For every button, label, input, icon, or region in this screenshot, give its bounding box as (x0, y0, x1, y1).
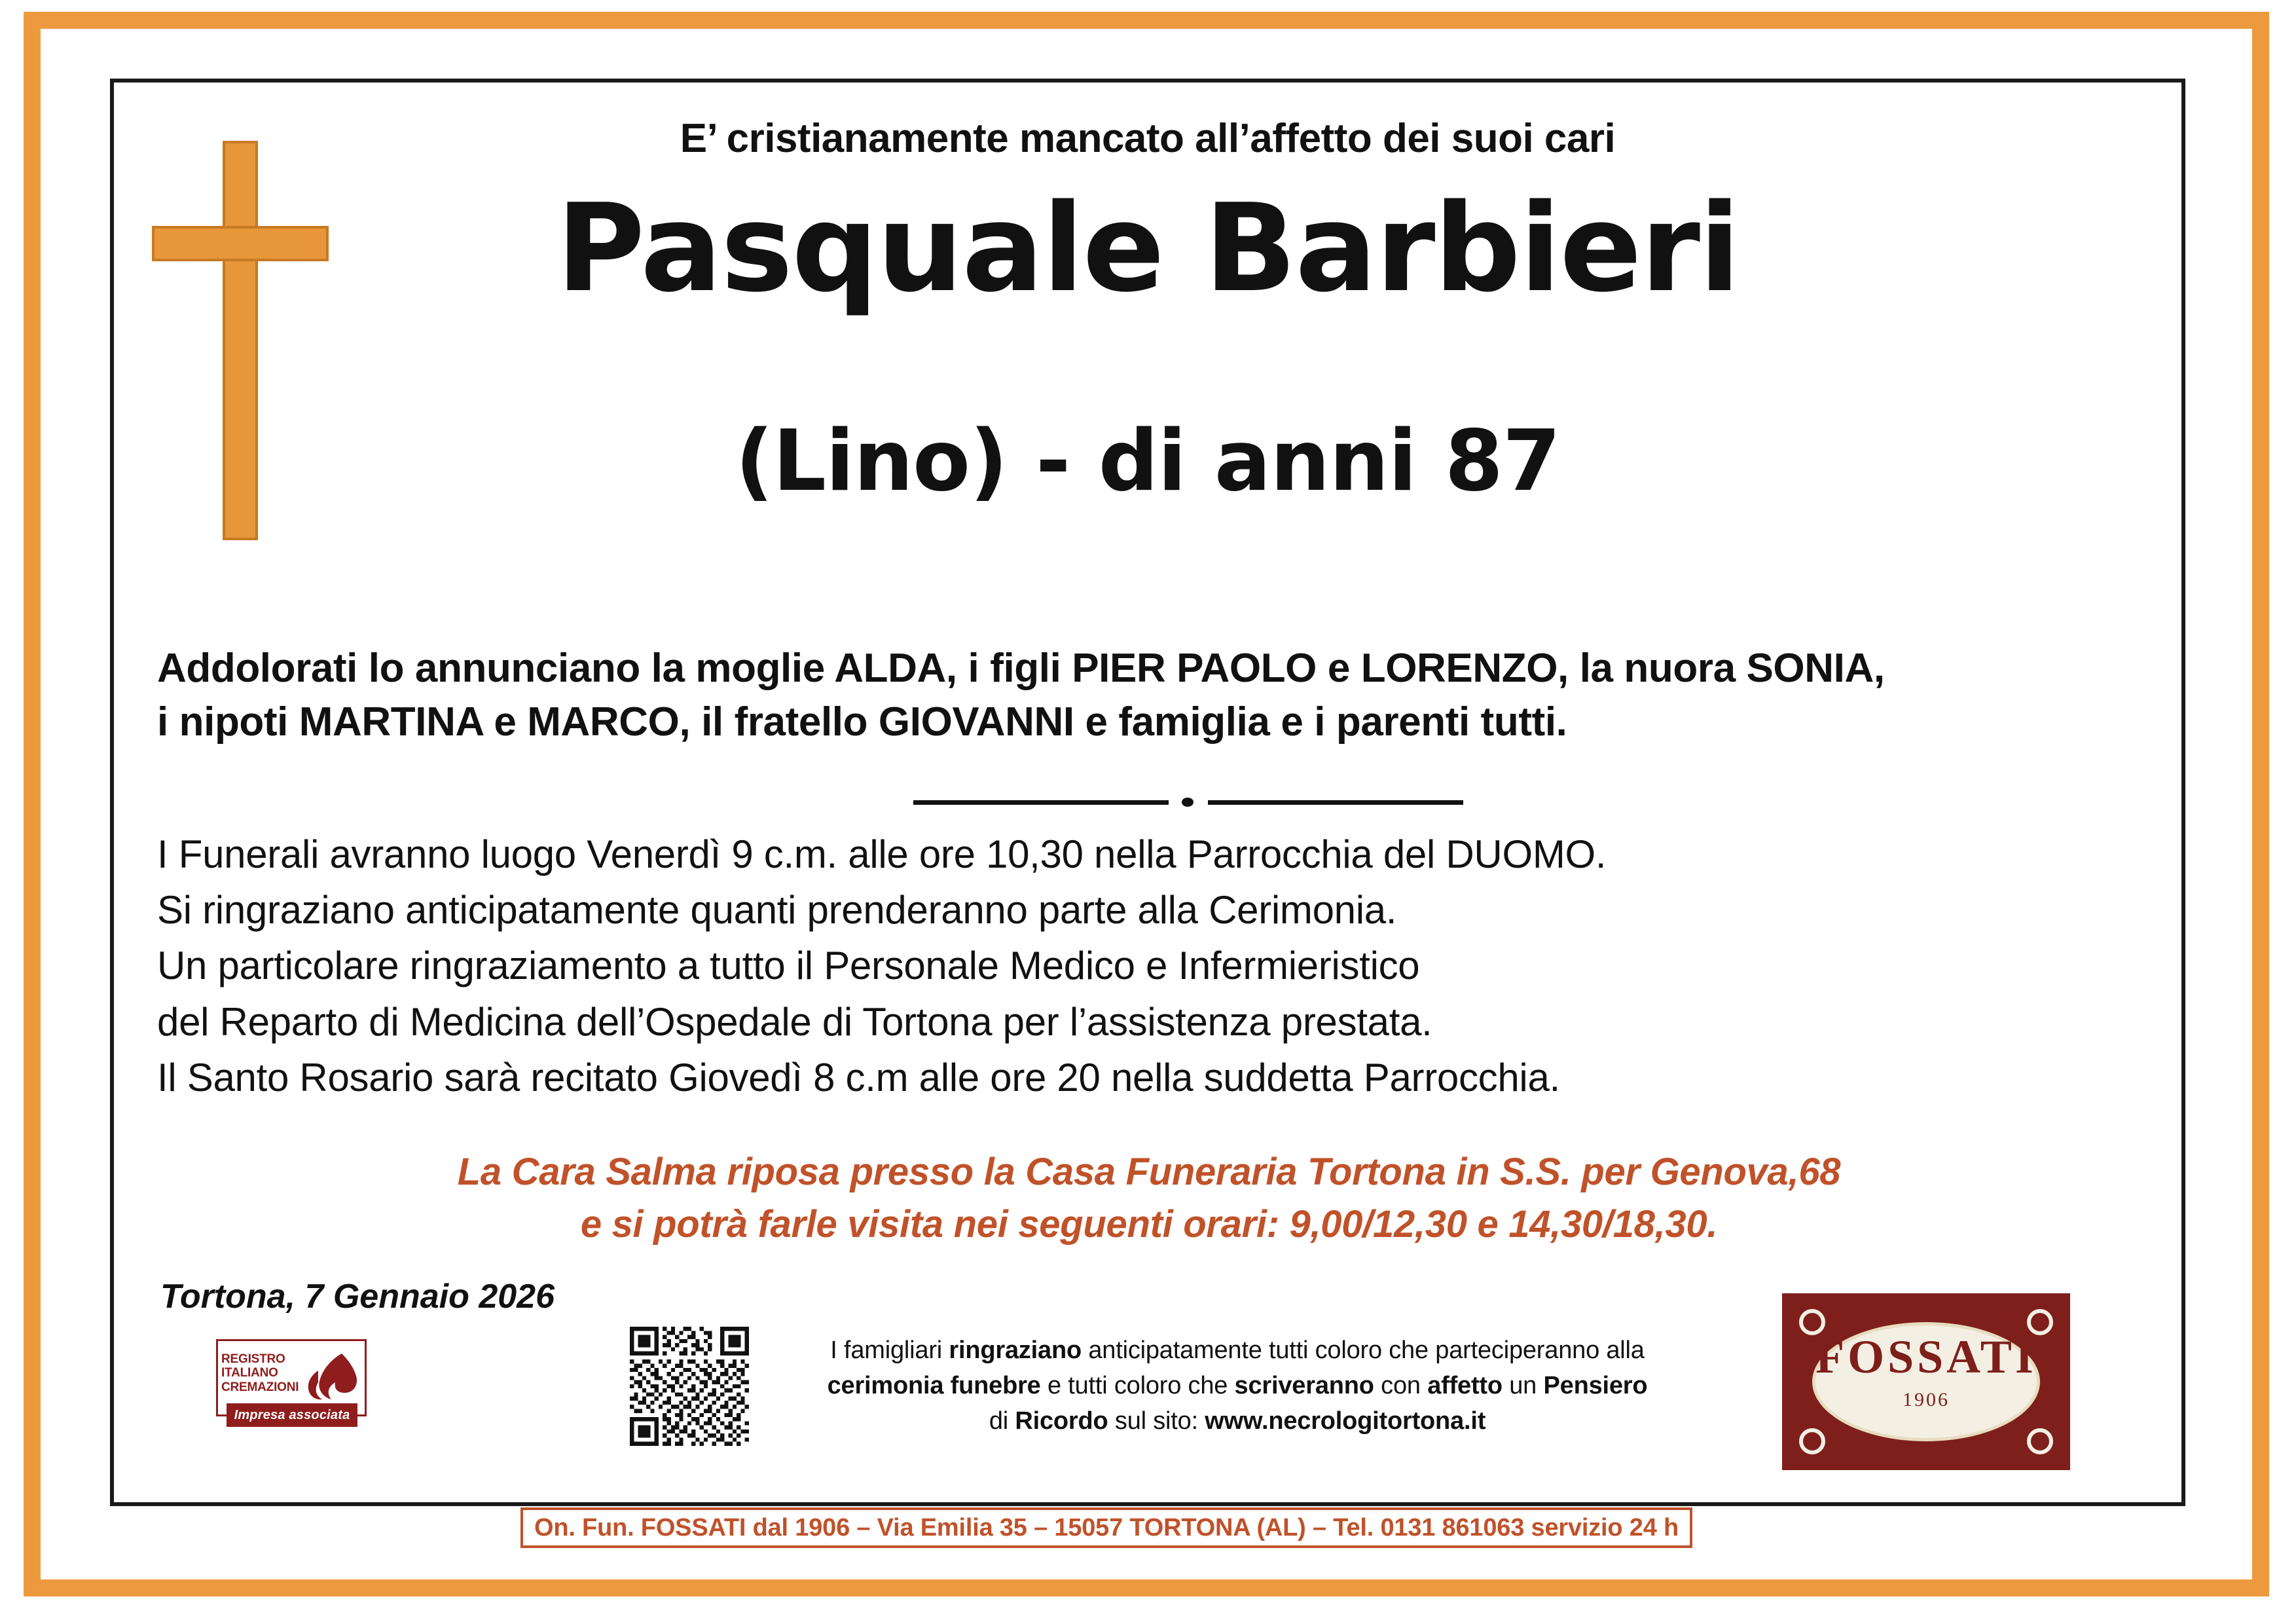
funeral-details (157, 826, 2141, 1105)
divider-right-segment (1208, 800, 1463, 805)
fossati-corner-ornament-3 (1799, 1428, 1825, 1454)
thanks-l3-a: di (989, 1407, 1015, 1435)
salma-line-1: La Cara Salma riposa presso la Casa Funeraria Tortona in S.S. per Genova,68 (457, 1151, 1841, 1193)
thanks-l2-e: affetto (1427, 1371, 1503, 1399)
footer-contact-bar: On. Fun. FOSSATI dal 1906 – Via Emilia 35 – 15057 TORTONA (AL) – Tel. 0131 861063 servizio 24 h (520, 1507, 1692, 1548)
thanks-l2-b: e tutti coloro che (1040, 1371, 1235, 1399)
thanks-l2-g: Pensiero (1543, 1371, 1648, 1399)
deceased-name: Pasquale Barbieri (556, 177, 1740, 319)
memorial-website-link[interactable]: www.necrologitortona.it (1205, 1407, 1486, 1435)
details-line-4: del Reparto di Medicina dell’Ospedale di Tortona per l’assistenza prestata. (157, 999, 1432, 1044)
salma-line-2: e si potrà farle visita nei seguenti orari: 9,00/12,30 e 14,30/18,30. (580, 1203, 1718, 1246)
details-line-3: Un particolare ringraziamento a tutto il Personale Medico e Infermieristico (157, 944, 1420, 988)
cremation-logo-ribbon: Impresa associata (227, 1403, 357, 1427)
fossati-brand-name: FOSSATI (1815, 1331, 2037, 1383)
thanks-l1-c: anticipatamente tutti coloro che parteciperanno alla (1082, 1337, 1645, 1364)
thanks-line-3 (779, 1404, 1696, 1439)
thanks-message (779, 1333, 1696, 1439)
thanks-line-1 (779, 1333, 1696, 1369)
flame-icon (304, 1351, 360, 1402)
cremation-logo-line-2: ITALIANO (221, 1366, 278, 1380)
thanks-l3-c: sul sito: (1108, 1407, 1205, 1435)
fossati-corner-ornament-4 (2027, 1428, 2053, 1454)
thanks-line-2 (779, 1369, 1696, 1404)
announcement-line-2: i nipoti MARTINA e MARCO, il fratello GIOVANNI e famiglia e i parenti tutti. (157, 699, 1567, 745)
thanks-l2-c: scriveranno (1234, 1371, 1374, 1399)
thanks-l2-a: cerimonia funebre (827, 1371, 1041, 1399)
fossati-founding-year: 1906 (1903, 1389, 1950, 1411)
family-announcement (157, 642, 2141, 749)
fossati-logo (1782, 1293, 2070, 1470)
kicker-text: E’ cristianamente mancato all’affetto dei suoi cari (680, 116, 1616, 161)
divider-center-dot (1182, 798, 1194, 807)
cremation-logo-line-1: REGISTRO (221, 1352, 285, 1366)
announcement-line-1: Addolorati lo annunciano la moglie ALDA, i figli PIER PAOLO e LORENZO, la nuora SONIA, (157, 646, 1885, 691)
funeral-home-notice (157, 1146, 2141, 1251)
thanks-l2-f: un (1502, 1371, 1544, 1399)
thanks-l3-b: Ricordo (1015, 1407, 1108, 1435)
thanks-l2-d: con (1374, 1371, 1428, 1399)
details-line-5: Il Santo Rosario sarà recitato Giovedì 8 c.m alle ore 20 nella suddetta Parrocchia. (157, 1055, 1560, 1099)
divider-left-segment (913, 800, 1169, 805)
cremation-registry-logo (216, 1339, 367, 1444)
thanks-l1-b: ringraziano (949, 1337, 1082, 1364)
ornamental-divider (913, 798, 1463, 807)
deceased-nickname-age: (Lino) - di anni 87 (735, 413, 1560, 510)
qr-code-icon[interactable] (630, 1327, 749, 1446)
cremation-logo-text (221, 1352, 300, 1394)
thanks-l1-a: I famigliari (830, 1337, 949, 1364)
place-and-date: Tortona, 7 Gennaio 2026 (160, 1278, 555, 1316)
details-line-2: Si ringraziano anticipatamente quanti prenderanno parte alla Cerimonia. (157, 888, 1397, 932)
details-line-1: I Funerali avranno luogo Venerdì 9 c.m. alle ore 10,30 nella Parrocchia del DUOMO. (157, 832, 1607, 876)
cremation-logo-line-3: CREMAZIONI (221, 1380, 299, 1394)
